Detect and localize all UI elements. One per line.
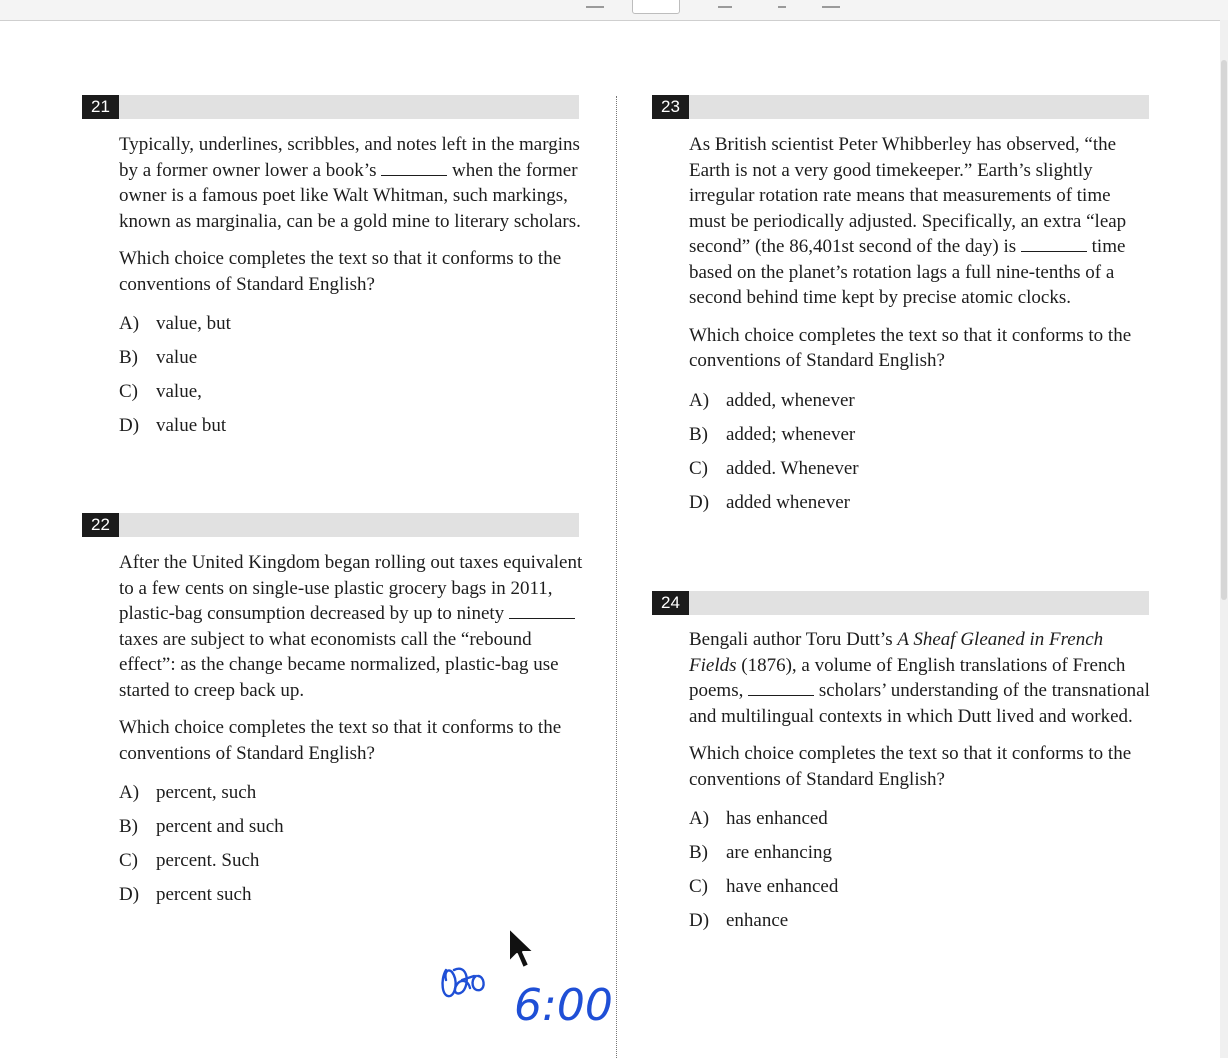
- answer-blank: [509, 602, 575, 619]
- answer-blank: [748, 679, 814, 696]
- question-header-22: [82, 513, 579, 537]
- question-24: [689, 627, 1155, 944]
- answer-choice-d[interactable]: D) added whenever: [689, 491, 850, 513]
- page-number-input[interactable]: [632, 0, 680, 14]
- answer-choice-a[interactable]: A) percent, such: [119, 782, 257, 803]
- ink-scribble: [473, 976, 484, 990]
- answer-choices: [119, 313, 581, 449]
- question-prompt: Which choice completes the text so that it conforms to the conventions of Standard English?: [119, 717, 562, 764]
- answer-blank: [381, 159, 447, 176]
- answer-choice-b[interactable]: B) value: [119, 347, 198, 368]
- question-23: [689, 132, 1151, 526]
- question-number: 22: [82, 513, 119, 537]
- zoom-out-icon[interactable]: [586, 0, 604, 8]
- answer-choices: [689, 808, 1155, 944]
- ink-scribble: [443, 970, 456, 996]
- question-number: 23: [652, 95, 689, 119]
- question-22: [119, 550, 585, 918]
- answer-choice-d[interactable]: D) value but: [119, 415, 227, 436]
- arrow-cursor-icon: [506, 926, 538, 974]
- question-prompt: Which choice completes the text so that it conforms to the conventions of Standard English?: [689, 324, 1132, 371]
- passage: Bengali author Toru Dutt’s A Sheaf Gleaned in French Fields (1876), a volume of English translations of French poems, scholars’ understanding of the transnational and multilingual contexts in which Dutt lived and worked.: [689, 629, 1150, 727]
- scrollbar-thumb[interactable]: [1221, 60, 1227, 600]
- answer-choices: [119, 782, 585, 918]
- passage: Typically, underlines, scribbles, and notes left in the margins by a former owner lower a book’s when the former owner is a famous poet like Walt Whitman, such markings, known as marginalia, can be a gold mine to literary scholars.: [119, 134, 581, 232]
- question-number: 24: [652, 591, 689, 615]
- answer-choice-b[interactable]: B) are enhancing: [689, 842, 833, 863]
- answer-choice-c[interactable]: C) value,: [119, 381, 202, 402]
- answer-choice-c[interactable]: C) have enhanced: [689, 876, 839, 897]
- passage: As British scientist Peter Whibberley has observed, “the Earth is not a very good timekeeper.” Earth’s slightly irregular rotation rate means that measurements of time must be periodically adjusted. Specifically, an extra “leap second” (the 86,401st second of the day) is time based on the planet’s rotation lags a full nine-tenths of a second behind time kept by precise atomic clocks.: [689, 134, 1127, 308]
- question-number: 21: [82, 95, 119, 119]
- question-header-21: [82, 95, 579, 119]
- question-prompt: Which choice completes the text so that it conforms to the conventions of Standard English?: [689, 743, 1132, 790]
- answer-choices: [689, 390, 1151, 526]
- question-header-23: [652, 95, 1149, 119]
- answer-blank: [1021, 235, 1087, 252]
- scrollbar[interactable]: [1220, 20, 1228, 1058]
- passage: After the United Kingdom began rolling out taxes equivalent to a few cents on single-use plastic grocery bags in 2011, plastic-bag consumption decreased by up to ninety taxes are subject to what economists call the “rebound effect”: as the change became normalized, plastic-bag use started to creep back up.: [119, 552, 583, 701]
- question-prompt: Which choice completes the text so that it conforms to the conventions of Standard English?: [119, 248, 562, 295]
- answer-choice-c[interactable]: C) added. Whenever: [689, 457, 859, 479]
- answer-choice-b[interactable]: B) percent and such: [119, 816, 284, 837]
- answer-choice-d[interactable]: D) enhance: [689, 910, 789, 931]
- answer-choice-b[interactable]: B) added; whenever: [689, 423, 856, 445]
- answer-choice-a[interactable]: A) has enhanced: [689, 808, 828, 829]
- handwritten-note: 6:00: [514, 980, 613, 1030]
- answer-choice-c[interactable]: C) percent. Such: [119, 850, 260, 871]
- question-header-24: [652, 591, 1149, 615]
- print-icon[interactable]: [822, 0, 840, 8]
- download-icon[interactable]: [778, 0, 786, 8]
- answer-choice-a[interactable]: A) added, whenever: [689, 389, 855, 411]
- answer-choice-d[interactable]: D) percent such: [119, 884, 252, 905]
- viewer-toolbar: [0, 0, 1228, 21]
- book-title: A Sheaf Gleaned in French Fields: [689, 629, 1104, 676]
- column-divider: [616, 96, 617, 1058]
- zoom-level-icon[interactable]: [718, 0, 732, 8]
- question-21: [119, 132, 581, 449]
- answer-choice-a[interactable]: A) value, but: [119, 313, 231, 334]
